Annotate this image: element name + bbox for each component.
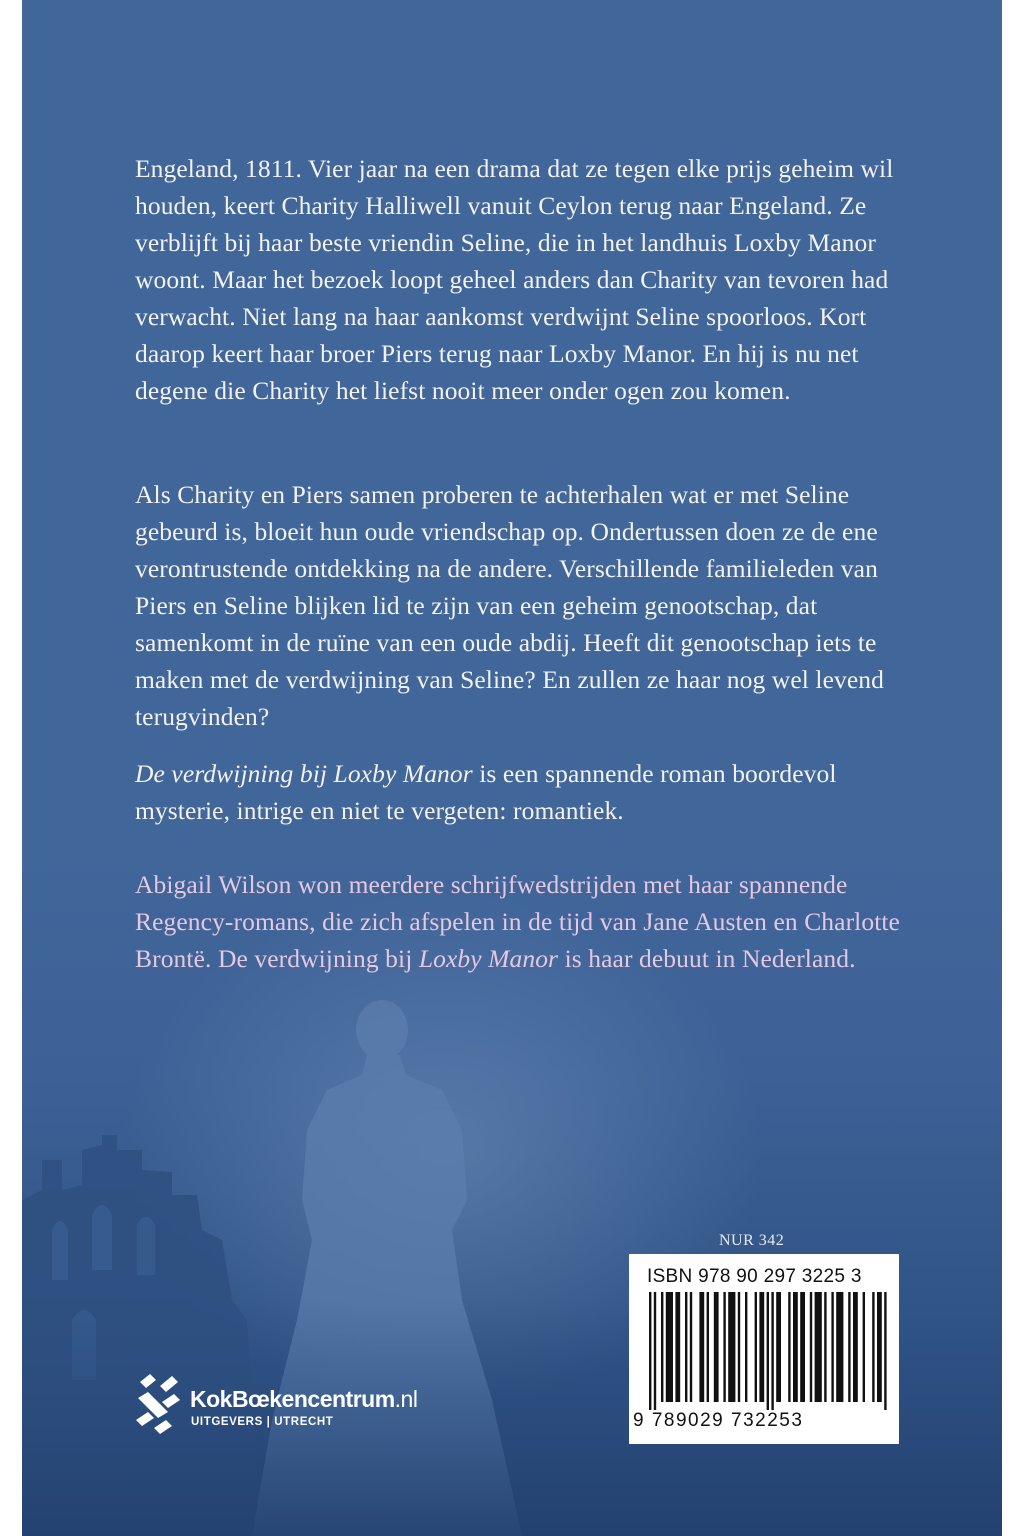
publisher-logo-block — [134, 1372, 514, 1442]
barcode-bar — [767, 1292, 769, 1410]
barcode-bar — [810, 1292, 812, 1402]
barcode-bar — [723, 1292, 725, 1402]
barcode-bar — [776, 1292, 781, 1402]
barcode-bar — [685, 1292, 687, 1402]
barcode-bar — [848, 1292, 850, 1402]
publisher-name-main: KokBœkencentrum — [190, 1386, 395, 1412]
blurb-paragraph-3 — [135, 755, 905, 829]
barcode-bar — [872, 1292, 874, 1402]
barcode-bar — [661, 1292, 663, 1402]
isbn-barcode — [629, 1254, 899, 1444]
publisher-logo-icon — [134, 1372, 182, 1438]
blurb-paragraph-2: Als Charity en Piers samen proberen te achterhalen wat er met Seline gebeurd is, bloeit hun oude vriendschap op. Ondertussen doen ze de ene verontrustende ontdekking na de andere. Verschillende familieleden van Piers en Seline blijken lid te zijn van een geheim genootschap, dat samenkomt in de ruïne van een oude abdij. Heeft dit genootschap iets te maken met de verdwijning van Seline? En zullen ze haar nog wel levend terugvinden? — [135, 480, 884, 731]
barcode-bar — [666, 1292, 673, 1402]
barcode-bar — [714, 1292, 719, 1402]
barcode-bar — [831, 1292, 833, 1402]
isbn-label: ISBN 978 90 297 3225 3 — [647, 1266, 862, 1287]
barcode-bar — [884, 1292, 886, 1410]
blurb-paragraph-1: Engeland, 1811. Vier jaar na een drama dat ze tegen elke prijs geheim wil houden, keert Charity Halliwell vanuit Ceylon terug naar Engeland. Ze verblijft bij haar beste vriendin Seline, die in het landhuis Loxby Manor woont. Maar het bezoek loopt geheel anders dan Charity van tevoren had verwacht. Niet lang na haar aankomst verdwijnt Seline spoorloos. Kort daarop keert haar broer Piers terug naar Loxby Manor. En hij is nu net degene die Charity het liefst nooit meer onder ogen zou komen. — [135, 154, 894, 405]
barcode-bar — [853, 1292, 858, 1402]
barcode-bar — [793, 1292, 798, 1402]
book-title-italic: De verdwijning bij Loxby Manor — [135, 759, 473, 788]
ean-digits: 9 789029 732253 — [633, 1410, 804, 1431]
barcode-bar — [800, 1292, 805, 1402]
barcode-bars — [649, 1292, 889, 1410]
barcode-bar — [690, 1292, 692, 1402]
barcode-bar — [877, 1292, 882, 1402]
publisher-name — [190, 1386, 417, 1413]
barcode-bar — [863, 1292, 865, 1402]
barcode-bar — [836, 1292, 843, 1402]
author-bio-title-italic: Loxby Manor — [418, 944, 559, 973]
barcode-bar — [771, 1292, 773, 1410]
barcode-bar — [759, 1292, 764, 1402]
barcode-bar — [788, 1292, 790, 1402]
barcode-bar — [755, 1292, 757, 1402]
barcode-bar — [675, 1292, 680, 1402]
nur-code: NUR 342 — [719, 1232, 785, 1249]
blurb-paragraph-3-rest: is een spannende roman boordevol mysterie, intrige en niet te vergeten: romantiek. — [135, 759, 837, 825]
barcode-bar — [649, 1292, 651, 1410]
publisher-subtitle: UITGEVERS | UTRECHT — [191, 1416, 334, 1428]
book-back-cover — [22, 0, 1002, 1536]
barcode-bar — [699, 1292, 704, 1402]
author-bio-end: is haar debuut in Nederland. — [558, 944, 856, 973]
barcode-bar — [654, 1292, 656, 1410]
author-bio-start: Abigail Wilson won meerdere schrijfwedstrijden met haar spannende Regency-romans, die zich afspelen in de tijd van Jane Austen en Charlotte Brontë. De verdwijning bij — [135, 870, 900, 973]
barcode-bar — [707, 1292, 709, 1402]
author-bio — [135, 866, 905, 977]
barcode-bar — [815, 1292, 822, 1402]
barcode-bar — [738, 1292, 740, 1402]
publisher-name-tld: .nl — [394, 1386, 418, 1412]
barcode-bar — [728, 1292, 735, 1402]
barcode-bar — [745, 1292, 747, 1402]
barcode-bar — [824, 1292, 826, 1402]
